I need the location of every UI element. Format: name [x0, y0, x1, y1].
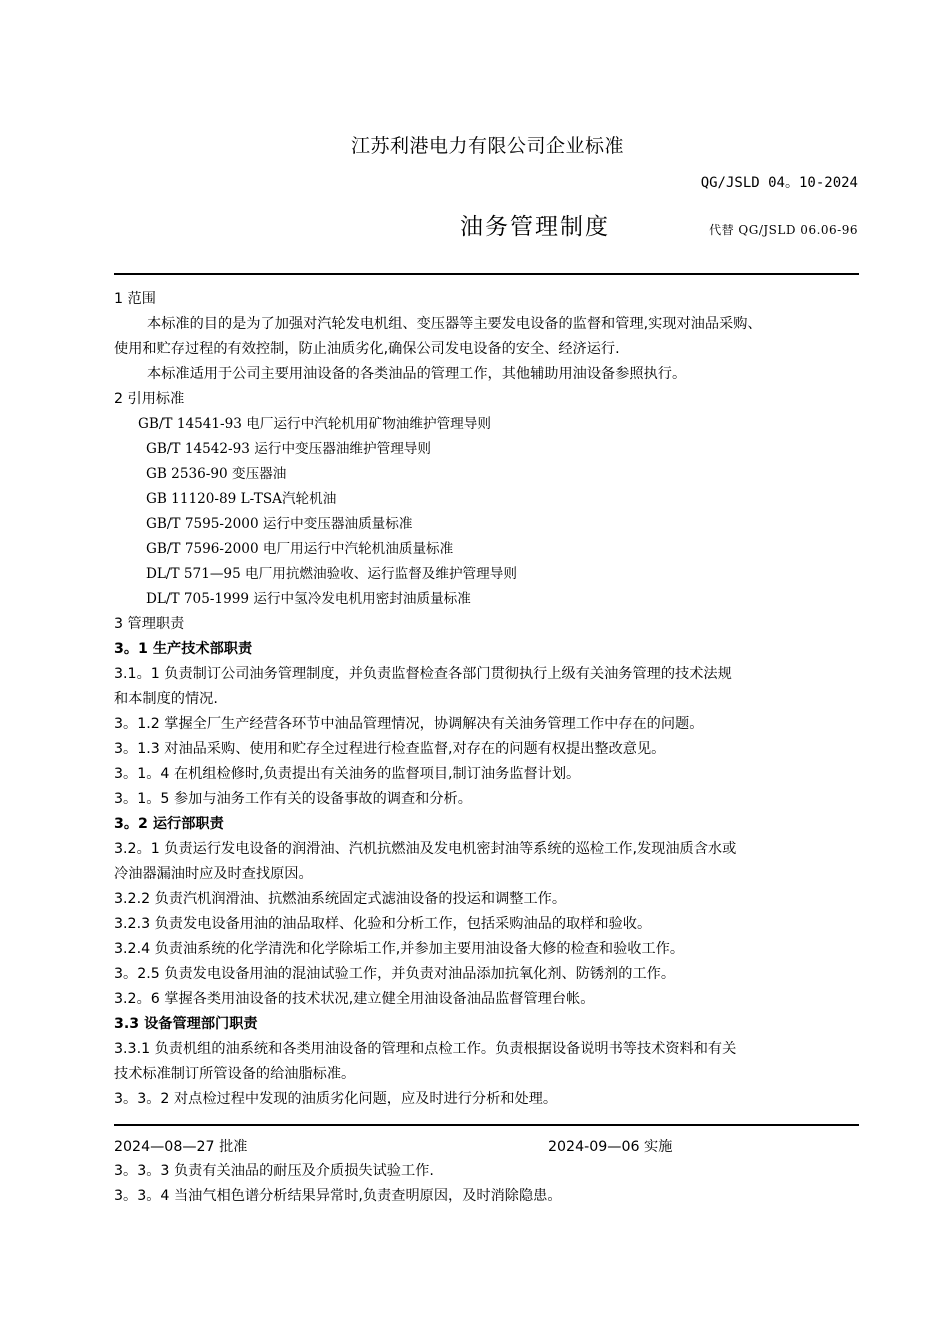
clause-line: 3。1。5 参加与油务工作有关的设备事故的调查和分析。: [114, 791, 472, 807]
footer-divider: [114, 1124, 859, 1126]
paragraph-line: 本标准适用于公司主要用油设备的各类油品的管理工作，其他辅助用油设备参照执行。: [147, 366, 687, 382]
section-heading: 2 引用标准: [114, 391, 185, 407]
clause-line: 3。2.5 负责发电设备用油的混油试验工作，并负责对油品添加抗氧化剂、防锈剂的工作。: [114, 966, 676, 982]
clause-line: 3。1.2 掌握全厂生产经营各环节中油品管理情况，协调解决有关油务管理工作中存在的问题。: [114, 716, 704, 732]
company-standard-title: 江苏利港电力有限公司企业标准: [350, 135, 624, 157]
continuation-text: [114, 1159, 859, 1209]
clause-line: 3。1。4 在机组检修时,负责提出有关油务的监督项目,制订油务监督计划。: [114, 766, 581, 782]
clause-line: 3.2.4 负责油系统的化学清洗和化学除垢工作,并参加主要用油设备大修的检查和验收工作。: [114, 941, 685, 957]
reference-item: DL/T 571—95 电厂用抗燃油验收、运行监督及维护管理导则: [146, 566, 517, 582]
clause-line: 技术标准制订所管设备的给油脂标准。: [114, 1066, 356, 1082]
clause-line: 3.2。6 掌握各类用油设备的技术状况,建立健全用油设备油品监督管理台帐。: [114, 991, 595, 1007]
reference-item: GB 11120-89 L-TSA汽轮机油: [146, 491, 337, 507]
clause-line: 3.2.3 负责发电设备用油的油品取样、化验和分析工作，包括采购油品的取样和验收。: [114, 916, 652, 932]
document-title: 油务管理制度: [460, 214, 610, 240]
clause-line: 3.2.2 负责汽机润滑油、抗燃油系统固定式滤油设备的投运和调整工作。: [114, 891, 567, 907]
clause-line: 冷油器漏油时应及时查找原因。: [114, 866, 313, 882]
clause-line: 3.1。1 负责制订公司油务管理制度，并负责监督检查各部门贯彻执行上级有关油务管理的技术法规: [114, 666, 732, 682]
reference-item: DL/T 705-1999 运行中氢冷发电机用密封油质量标准: [146, 591, 471, 607]
header-divider: [114, 273, 859, 275]
reference-item: GB 2536-90 变压器油: [146, 466, 287, 482]
paragraph-line: 本标准的目的是为了加强对汽轮发电机组、变压器等主要发电设备的监督和管理,实现对油品采购、: [147, 316, 762, 332]
reference-item: GB/T 7596-2000 电厂用运行中汽轮机油质量标准: [146, 541, 454, 557]
section-heading: 1 范围: [114, 291, 156, 307]
paragraph-line: 使用和贮存过程的有效控制，防止油质劣化,确保公司发电设备的安全、经济运行.: [114, 341, 620, 357]
clause-line: 3。3。2 对点检过程中发现的油质劣化问题，应及时进行分析和处理。: [114, 1091, 558, 1107]
reference-item: GB/T 14541-93 电厂运行中汽轮机用矿物油维护管理导则: [138, 416, 491, 432]
reference-item: GB/T 14542-93 运行中变压器油维护管理导则: [146, 441, 431, 457]
reference-item: GB/T 7595-2000 运行中变压器油质量标准: [146, 516, 413, 532]
document-body: [114, 287, 859, 1112]
clause-line: 3。1.3 对油品采购、使用和贮存全过程进行检查监督,对存在的问题有权提出整改意见。: [114, 741, 666, 757]
clause-line: 3.3.1 负责机组的油系统和各类用油设备的管理和点检工作。负责根据设备说明书等技术资料和有关: [114, 1041, 737, 1057]
subsection-heading: 3。1 生产技术部职责: [114, 641, 253, 657]
section-heading: 3 管理职责: [114, 616, 185, 632]
subsection-heading: 3。2 运行部职责: [114, 816, 224, 832]
document-code: QG/JSLD 04。10-2024: [700, 175, 858, 191]
clause-line: 3。3。3 负责有关油品的耐压及介质损失试验工作.: [114, 1163, 434, 1179]
clause-line: 3.2。1 负责运行发电设备的润滑油、汽机抗燃油及发电机密封油等系统的巡检工作,发现油质含水或: [114, 841, 737, 857]
effective-date: 2024-09—06 实施: [548, 1139, 673, 1155]
clause-line: 和本制度的情况.: [114, 691, 218, 707]
clause-line: 3。3。4 当油气相色谱分析结果异常时,负责查明原因，及时消除隐患。: [114, 1188, 562, 1204]
approval-date: 2024—08—27 批准: [114, 1139, 248, 1155]
replaces-code: 代替 QG/JSLD 06.06-96: [709, 223, 858, 237]
subsection-heading: 3.3 设备管理部门职责: [114, 1016, 258, 1032]
